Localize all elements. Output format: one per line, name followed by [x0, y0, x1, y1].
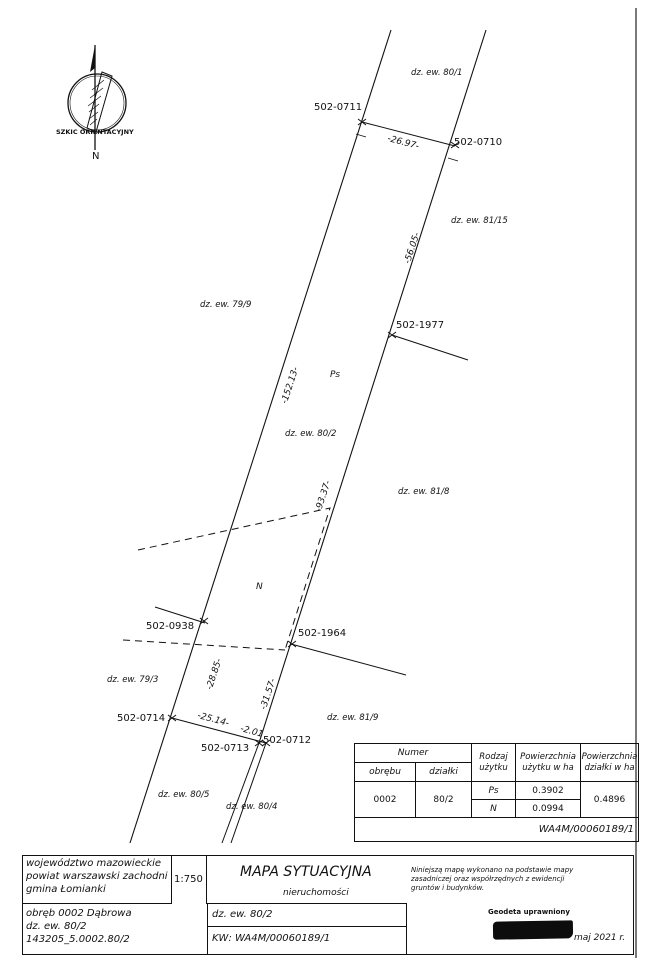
boundary-80-4-east — [231, 743, 266, 843]
admin-county: powiat warszawski zachodni — [26, 871, 168, 882]
table-cell-dzialka: 80/2 — [416, 782, 472, 818]
table-cell-kw: WA4M/00060189/1 — [355, 818, 639, 842]
parcel-center-line: dz. ew. 80/2 — [212, 909, 273, 920]
table-header-obrebu: obrębu — [355, 763, 416, 782]
dimension-label: -2.01 — [239, 724, 265, 740]
precinct-line: obręb 0002 Dąbrowa — [26, 908, 132, 919]
parcel-label: dz. ew. 80/5 — [158, 790, 210, 800]
boundary-1977 — [392, 335, 468, 360]
area-table — [354, 743, 639, 842]
dimension-label: -152.13- — [280, 365, 302, 406]
parcel-label: dz. ew. 81/15 — [451, 216, 508, 226]
point-number: 502-0711 — [314, 102, 363, 113]
parcel-label: dz. ew. 79/3 — [107, 675, 159, 685]
point-number: 502-0712 — [263, 735, 312, 746]
land-use-label-n: N — [256, 582, 263, 592]
orientation-label: SZKIC ORIENTACYJNY — [56, 128, 134, 136]
dimension-label: -56.05- — [403, 231, 423, 266]
dimension-label: -31.57- — [259, 677, 279, 712]
point-number: 502-0714 — [117, 713, 166, 724]
point-number: 502-0938 — [146, 621, 195, 632]
table-cell-total-area: 0.4896 — [581, 782, 639, 818]
table-header-pow-uzytku: Powierzchnia użytku w ha — [516, 744, 581, 782]
parcel-label: dz. ew. 80/4 — [226, 802, 278, 812]
dimension-label: -25.14- — [196, 710, 231, 730]
map-scale: 1:750 — [174, 874, 203, 885]
admin-voivodeship: województwo mazowieckie — [26, 858, 162, 869]
redacted-signature — [493, 920, 573, 939]
admin-commune: gmina Łomianki — [26, 884, 106, 895]
point-number: 502-1964 — [298, 628, 347, 639]
table-header-rodzaj: Rodzaj użytku — [472, 744, 516, 782]
parcel-label: dz. ew. 80/2 — [285, 429, 337, 439]
parcel-label: dz. ew. 79/9 — [200, 300, 252, 310]
parcel-label: dz. ew. 81/9 — [327, 713, 379, 723]
land-use-boundary-west — [123, 640, 285, 650]
north-label: N — [92, 151, 100, 162]
map-subtitle: nieruchomości — [283, 888, 349, 898]
table-cell-area: 0.0994 — [516, 800, 581, 818]
parcel-label: dz. ew. 81/8 — [398, 487, 450, 497]
dimension-label: -26.97- — [386, 133, 421, 153]
table-cell-uzytek: Ps — [472, 782, 516, 800]
table-cell-uzytek: N — [472, 800, 516, 818]
note-line: zasadniczej oraz współrzędnych z ewidencji — [411, 875, 565, 883]
land-register-line: KW: WA4M/00060189/1 — [212, 933, 331, 944]
surveyor-label: Geodeta uprawniony — [488, 908, 570, 916]
map-date: maj 2021 r. — [574, 933, 626, 943]
point-number: 502-1977 — [396, 320, 445, 331]
parcel-line: dz. ew. 80/2 — [26, 921, 87, 932]
note-line: gruntów i budynków. — [411, 884, 485, 892]
parcel-id-line: 143205_5.0002.80/2 — [26, 934, 130, 945]
note-line: Niniejszą mapę wykonano na podstawie mapy — [411, 866, 574, 874]
boundary-80-4-west — [222, 743, 259, 843]
dimension-label: -93.37- — [314, 479, 334, 514]
table-cell-obreb: 0002 — [355, 782, 416, 818]
point-number: 502-0710 — [454, 137, 503, 148]
parcel-label: dz. ew. 80/1 — [411, 68, 463, 78]
land-use-label-ps: Ps — [330, 370, 341, 380]
table-header-numer: Numer — [355, 744, 472, 763]
point-number: 502-0713 — [201, 743, 250, 754]
table-cell-area: 0.3902 — [516, 782, 581, 800]
table-header-dzialki: działki — [416, 763, 472, 782]
table-header-pow-dzialki: Powierzchnia działki w ha — [581, 744, 639, 782]
map-title: MAPA SYTUACYJNA — [240, 864, 372, 880]
boundary-1964 — [291, 644, 406, 675]
dimension-label: -28.85- — [205, 657, 225, 692]
